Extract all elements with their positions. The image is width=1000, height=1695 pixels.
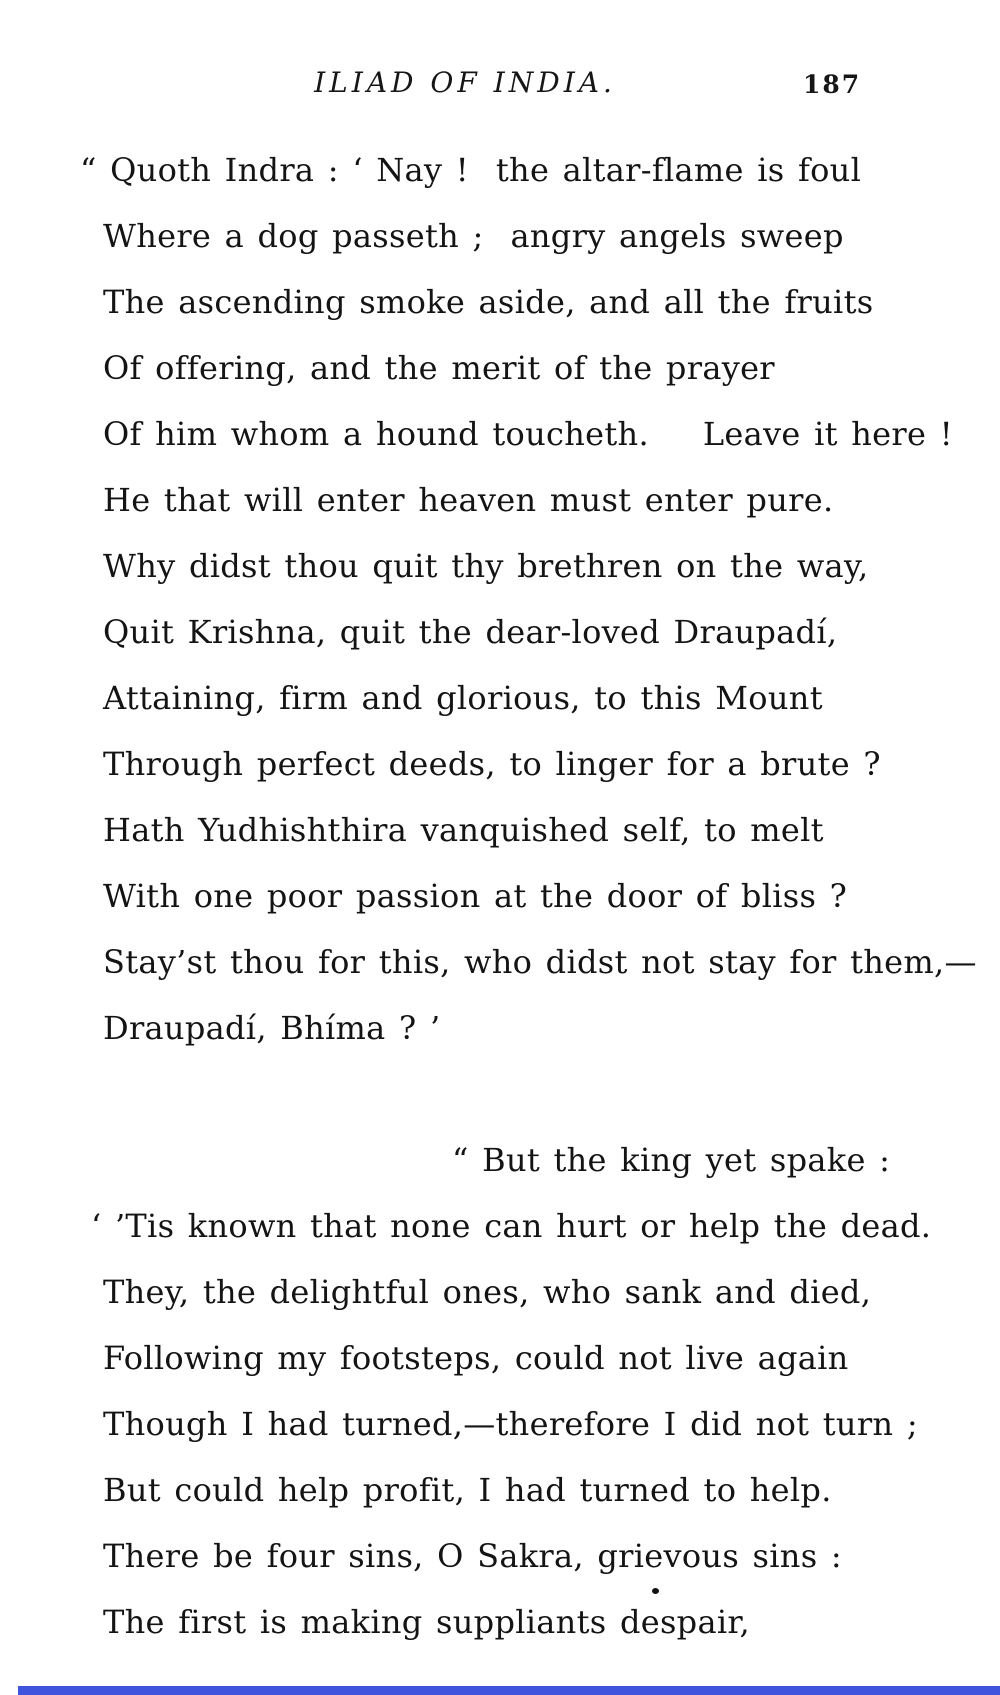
poem-line: Of him whom a hound toucheth. Leave it here ! xyxy=(103,415,953,453)
poem-line: But could help profit, I had turned to help. xyxy=(103,1471,832,1509)
poem-line: Through perfect deeds, to linger for a brute ? xyxy=(103,745,881,783)
stanza-king-reply xyxy=(0,1127,1000,1655)
page-number: 187 xyxy=(803,70,862,99)
poem-line: The ascending smoke aside, and all the fruits xyxy=(103,283,874,321)
poem-line: Following my footsteps, could not live again xyxy=(103,1339,849,1377)
poem-line: The first is making suppliants despair, xyxy=(103,1603,750,1641)
poem-line: Where a dog passeth ; angry angels sweep xyxy=(103,217,844,255)
poem-line: Hath Yudhishthira vanquished self, to melt xyxy=(103,811,824,849)
poem-line: Attaining, firm and glorious, to this Mount xyxy=(103,679,823,717)
ink-speck-artifact xyxy=(652,1588,659,1594)
poem-line: Stay’st thou for this, who didst not stay for them,— xyxy=(103,943,977,981)
stanza-indra-speech xyxy=(0,137,1000,1061)
poem-line: Quit Krishna, quit the dear-loved Draupadí, xyxy=(103,613,838,651)
poem-line: Of offering, and the merit of the prayer xyxy=(103,349,775,387)
poem-line: “ Quoth Indra : ‘ Nay ! the altar-flame is foul xyxy=(80,151,862,189)
poem-line: ‘ ’Tis known that none can hurt or help the dead. xyxy=(91,1207,932,1245)
poem-line: “ But the king yet spake : xyxy=(452,1141,891,1179)
poem-body xyxy=(0,137,1000,1655)
poem-line: With one poor passion at the door of bliss ? xyxy=(103,877,848,915)
poem-line: He that will enter heaven must enter pure. xyxy=(103,481,834,519)
scan-bottom-bar-artifact xyxy=(18,1686,1000,1695)
poem-line: There be four sins, O Sakra, grievous sins : xyxy=(103,1537,842,1575)
poem-line: Why didst thou quit thy brethren on the way, xyxy=(103,547,869,585)
poem-line: Draupadí, Bhíma ? ’ xyxy=(103,1009,441,1047)
poem-line: They, the delightful ones, who sank and died, xyxy=(103,1273,872,1311)
poem-line: Though I had turned,—therefore I did not turn ; xyxy=(103,1405,918,1443)
running-head-title: ILIAD OF INDIA. xyxy=(314,66,616,99)
